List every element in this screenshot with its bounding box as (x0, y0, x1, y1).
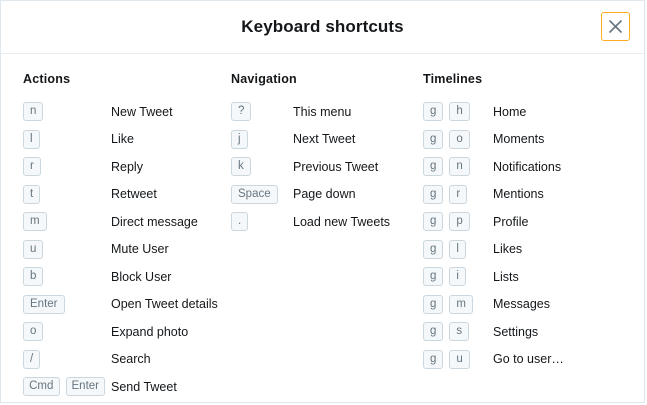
key-cap: m (23, 212, 47, 231)
key-cap: o (449, 130, 469, 149)
shortcut-description: Profile (493, 214, 529, 229)
key-group (23, 267, 111, 286)
key-cap: n (23, 102, 43, 121)
column-heading-actions: Actions (23, 72, 71, 86)
key-group (231, 212, 293, 231)
key-group (423, 157, 493, 176)
shortcut-row (231, 153, 423, 181)
key-cap: g (423, 240, 443, 259)
shortcut-row (423, 318, 623, 346)
key-cap: k (231, 157, 251, 176)
shortcut-row (23, 318, 231, 346)
shortcut-description: Mute User (111, 242, 169, 257)
key-cap: s (449, 322, 469, 341)
shortcut-row (231, 98, 423, 126)
key-cap: Cmd (23, 377, 60, 396)
key-cap: n (449, 157, 469, 176)
shortcut-row (423, 208, 623, 236)
close-button[interactable] (601, 12, 630, 41)
shortcut-row (423, 291, 623, 319)
key-cap: h (449, 102, 469, 121)
shortcut-description: Moments (493, 132, 545, 147)
key-group (231, 185, 293, 204)
key-group (23, 157, 111, 176)
key-group (23, 212, 111, 231)
shortcut-row (23, 208, 231, 236)
key-cap: t (23, 185, 40, 204)
shortcut-description: Notifications (493, 159, 562, 174)
shortcut-row (231, 181, 423, 209)
shortcut-row (423, 98, 623, 126)
key-cap: ? (231, 102, 251, 121)
shortcut-description: Reply (111, 159, 143, 174)
key-cap: r (449, 185, 467, 204)
shortcut-description: Lists (493, 269, 519, 284)
shortcuts-columns (1, 54, 644, 401)
key-group (23, 322, 111, 341)
key-cap: r (23, 157, 41, 176)
shortcut-row (423, 346, 623, 374)
shortcut-row (23, 236, 231, 264)
key-group (23, 185, 111, 204)
key-group (231, 130, 293, 149)
key-cap: Space (231, 185, 278, 204)
key-group (231, 102, 293, 121)
key-cap: g (423, 267, 443, 286)
shortcut-description: Block User (111, 269, 172, 284)
key-group (423, 240, 493, 259)
key-cap: g (423, 295, 443, 314)
shortcut-description: Settings (493, 324, 539, 339)
shortcut-row (23, 373, 231, 401)
key-cap: i (449, 267, 466, 286)
key-group (423, 322, 493, 341)
key-cap: Enter (66, 377, 105, 396)
key-group (423, 185, 493, 204)
shortcut-description: Go to user… (493, 352, 564, 367)
shortcut-description: Mentions (493, 187, 544, 202)
shortcut-row (23, 126, 231, 154)
shortcut-description: Likes (493, 242, 523, 257)
close-icon (608, 19, 623, 34)
shortcut-row (231, 126, 423, 154)
shortcut-row (423, 181, 623, 209)
key-cap: p (449, 212, 469, 231)
shortcut-description: This menu (293, 104, 352, 119)
shortcut-row (23, 181, 231, 209)
key-group (423, 350, 493, 369)
key-group (231, 157, 293, 176)
key-cap: g (423, 130, 443, 149)
shortcut-row (23, 291, 231, 319)
key-group (23, 102, 111, 121)
key-cap: g (423, 157, 443, 176)
key-cap: m (449, 295, 473, 314)
key-group (423, 102, 493, 121)
key-group (23, 377, 111, 396)
shortcut-description: Messages (493, 297, 550, 312)
shortcut-description: Expand photo (111, 324, 189, 339)
key-cap: g (423, 102, 443, 121)
shortcut-row (423, 236, 623, 264)
column-heading-timelines: Timelines (423, 72, 483, 86)
key-cap: b (23, 267, 43, 286)
key-cap: Enter (23, 295, 65, 314)
key-group (423, 267, 493, 286)
key-cap: j (231, 130, 248, 149)
shortcut-row (23, 98, 231, 126)
page-title: Keyboard shortcuts (241, 17, 404, 36)
key-group (423, 212, 493, 231)
key-cap: l (23, 130, 40, 149)
key-cap: g (423, 185, 443, 204)
shortcut-row (23, 346, 231, 374)
column-navigation (231, 72, 423, 401)
shortcut-description: Search (111, 352, 151, 367)
shortcut-row (423, 153, 623, 181)
key-cap: l (449, 240, 466, 259)
column-timelines (423, 72, 623, 401)
shortcut-description: Home (493, 104, 527, 119)
shortcut-description: Open Tweet details (111, 297, 218, 312)
shortcut-description: Direct message (111, 214, 198, 229)
shortcut-description: Next Tweet (293, 132, 356, 147)
key-cap: u (23, 240, 43, 259)
key-group (23, 350, 111, 369)
shortcut-description: New Tweet (111, 104, 173, 119)
shortcut-row (423, 263, 623, 291)
key-group (23, 130, 111, 149)
key-cap: g (423, 212, 443, 231)
shortcut-description: Page down (293, 187, 356, 202)
shortcut-description: Retweet (111, 187, 157, 202)
key-cap: g (423, 350, 443, 369)
key-cap: u (449, 350, 469, 369)
column-heading-navigation: Navigation (231, 72, 297, 86)
shortcut-row (23, 263, 231, 291)
shortcut-row (231, 208, 423, 236)
shortcut-row (23, 153, 231, 181)
column-actions (23, 72, 231, 401)
key-cap: o (23, 322, 43, 341)
shortcut-description: Load new Tweets (293, 214, 391, 229)
shortcut-row (423, 126, 623, 154)
dialog-header (1, 1, 644, 54)
key-group (23, 240, 111, 259)
key-cap: / (23, 350, 40, 369)
key-cap: . (231, 212, 248, 231)
shortcut-description: Previous Tweet (293, 159, 379, 174)
key-group (423, 295, 493, 314)
key-group (23, 295, 111, 314)
shortcut-description: Send Tweet (111, 379, 177, 394)
key-group (423, 130, 493, 149)
key-cap: g (423, 322, 443, 341)
shortcut-description: Like (111, 132, 134, 147)
